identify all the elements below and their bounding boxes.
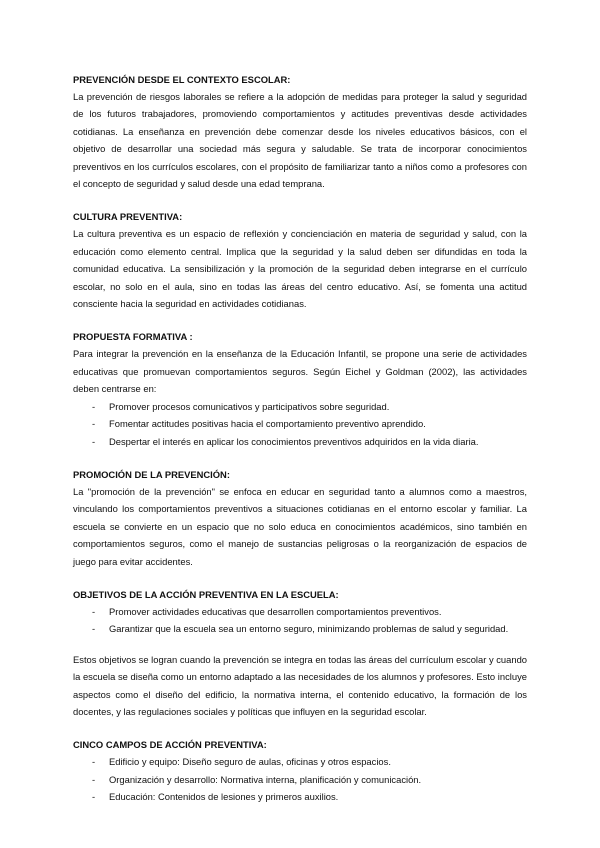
section-contexto-escolar: [73, 71, 527, 192]
section-paragraph: La prevención de riesgos laborales se refiere a la adopción de medidas para proteger la salud y seguridad de los futuros trabajadores, promoviendo comportamientos y actitudes preventivas desde actividades cotidianas. La enseñanza en prevención debe comenzar desde los niveles educativos básicos, con el objetivo de desarrollar una sociedad más segura y saludable. Se trata de incorporar conocimientos preventivos en los currículos escolares, con el propósito de familiarizar tanto a niños como a profesores con el concepto de seguridad y salud desde una edad temprana.: [73, 91, 527, 190]
section-cinco-campos: [73, 736, 527, 805]
section-objetivos-accion: [73, 586, 527, 720]
list-item: - Fomentar actitudes positivas hacia el comportamiento preventivo aprendido.: [92, 415, 527, 432]
list-item: - Promover procesos comunicativos y participativos sobre seguridad.: [92, 398, 527, 415]
list-item: - Promover actividades educativas que desarrollen comportamientos preventivos.: [92, 603, 527, 620]
section-propuesta-formativa: [73, 328, 527, 449]
dash-list: [73, 753, 527, 805]
section-paragraph: La "promoción de la prevención" se enfoca en educar en seguridad tanto a alumnos como a maestros, vinculando los comportamientos preventivos a situaciones cotidianas en el entorno escolar y familiar. La escuela se convierte en un espacio que no solo educa en conocimientos académicos, sino también en comportamientos seguros, como el manejo de sustancias peligrosas o la reorganización de espacios de juego para evitar accidentes.: [73, 485, 527, 567]
section-heading: OBJETIVOS DE LA ACCIÓN PREVENTIVA EN LA ESCUELA:: [73, 588, 339, 600]
list-item: - Garantizar que la escuela sea un entorno seguro, minimizando problemas de salud y seguridad.: [92, 620, 527, 637]
list-item: - Organización y desarrollo: Normativa interna, planificación y comunicación.: [92, 771, 527, 788]
list-item: - Edificio y equipo: Diseño seguro de aulas, oficinas y otros espacios.: [92, 753, 527, 770]
section-heading: CINCO CAMPOS DE ACCIÓN PREVENTIVA:: [73, 739, 267, 751]
section-paragraph: Estos objetivos se logran cuando la prevención se integra en todas las áreas del currículum escolar y cuando la escuela se diseña como un entorno adaptado a las necesidades de los alumnos y profesores. Esto incluye aspectos como el diseño del edificio, la normativa interna, el contenido educativo, la formación de los docentes, y las regulaciones sociales y políticas que influyen en la seguridad escolar.: [73, 653, 527, 717]
section-promocion-prevencion: [73, 466, 527, 570]
list-item: - Despertar el interés en aplicar los conocimientos preventivos adquiridos en la vida diaria.: [92, 433, 527, 450]
section-paragraph: La cultura preventiva es un espacio de reflexión y concienciación en materia de seguridad y salud, con la educación como elemento central. Implica que la seguridad y la salud deben ser difundidas en toda la comunidad educativa. La sensibilización y la promoción de la seguridad deben integrarse en el currículo escolar, no solo en el aula, sino en todas las áreas del centro educativo. Así, se fomenta una actitud consciente hacia la seguridad en actividades cotidianas.: [73, 228, 527, 310]
list-item: - Educación: Contenidos de lesiones y primeros auxilios.: [92, 788, 527, 805]
section-paragraph: Para integrar la prevención en la enseñanza de la Educación Infantil, se propone una serie de actividades educativas que promuevan comportamientos seguros. Según Eichel y Goldman (2002), las actividades deben centrarse en:: [73, 348, 527, 395]
dash-list: [73, 603, 527, 638]
section-heading: CULTURA PREVENTIVA:: [73, 211, 183, 223]
dash-list: [73, 398, 527, 450]
section-cultura-preventiva: [73, 208, 527, 312]
section-heading: PREVENCIÓN DESDE EL CONTEXTO ESCOLAR:: [73, 74, 291, 85]
section-heading: PROMOCIÓN DE LA PREVENCIÓN:: [73, 468, 230, 480]
section-heading: PROPUESTA FORMATIVA :: [73, 331, 193, 343]
